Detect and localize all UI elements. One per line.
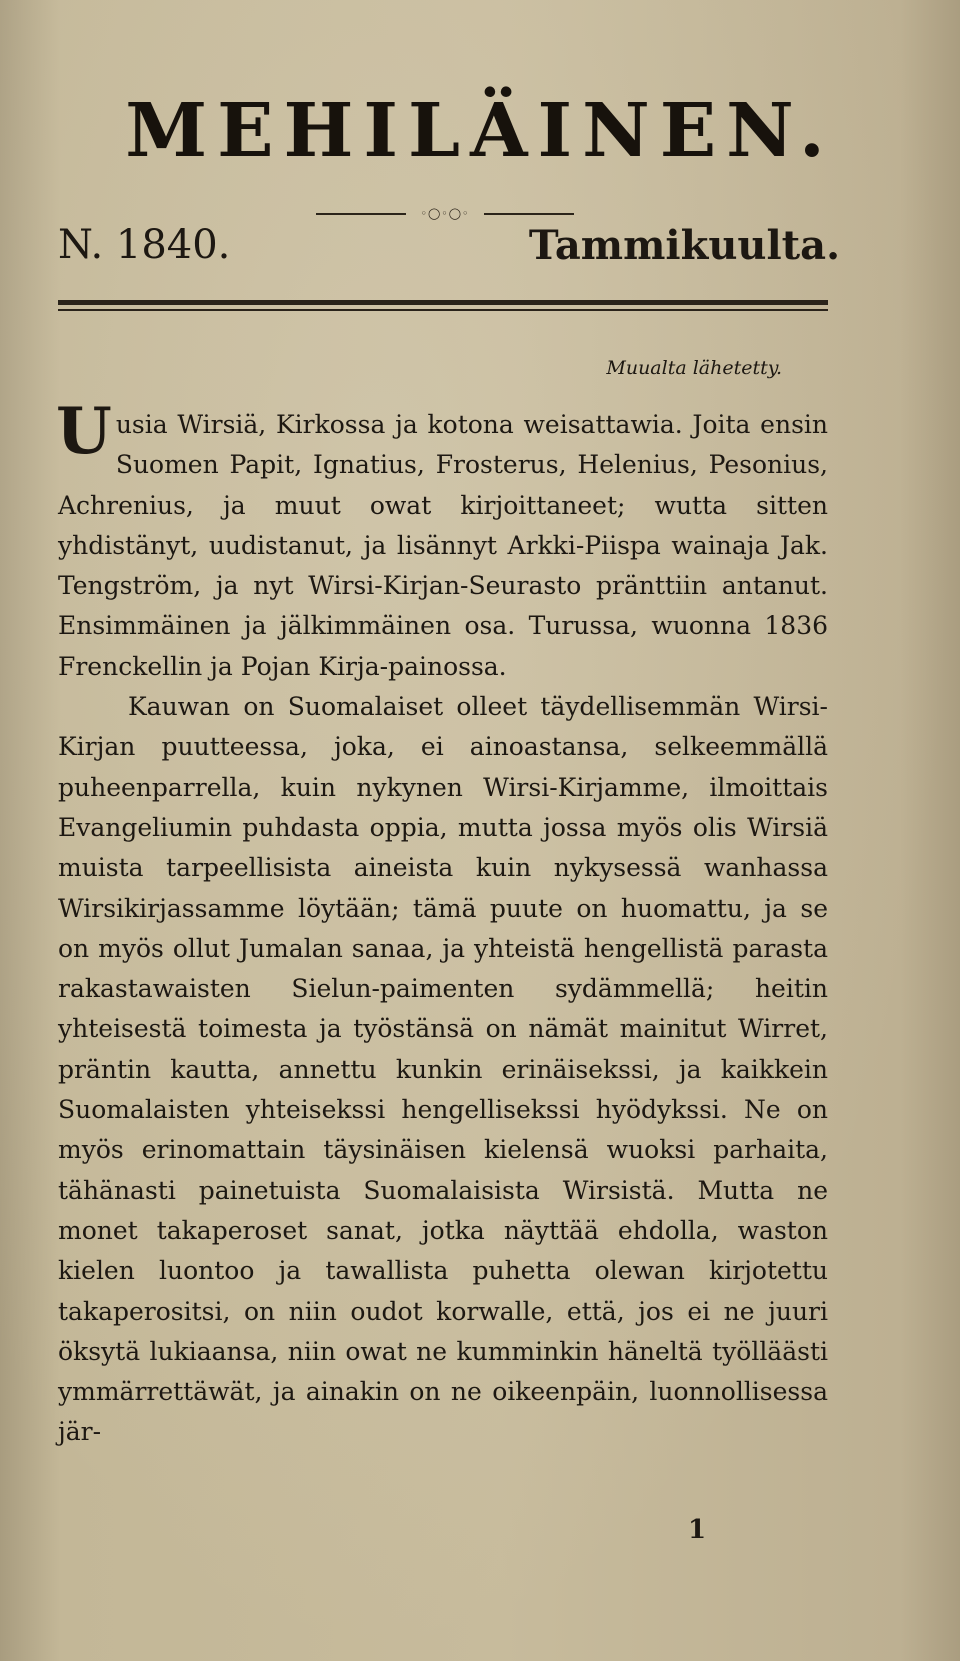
sender-note: Muualta lähetetty.	[606, 357, 782, 379]
paragraph-2: Kauwan on Suomalaiset olleet täydellisemmän Wirsi-Kirjan puutteessa, joka, ei ainoastansa, selkeemmällä puheenparrella, kuin nykynen Wirsi-Kirjamme, ilmoittais Evangeliumin puhdasta oppia, mutta jossa myös olis Wirsiä muista tarpeellisista aineista kuin nykysessä wanhassa Wirsikirjassamme löytään; tämä puute on huomattu, ja se on myös ollut Jumalan sanaa, ja yhteistä hengellistä parasta rakastawaisten Sielun-paimenten sydämmellä; heitin yhteisestä toimesta ja työstänsä on nämät mainitut Wirret, präntin kautta, annettu kunkin erinäisekssi, ja kaikkein Suomalaisten yhteisekssi hengellisekssi hyödykssi. Ne on myös erinomattain täysinäisen kielensä wuoksi parhaita, tähänasti painetuista Suomalaisista Wirsistä. Mutta ne monet takaperoset sanat, jotka näyttää ehdolla, waston kielen luontoo ja tawallista puhetta olewan kirjotettu takaperositsi, on niin oudot korwalle, että, jos ei ne juuri öksytä lukiaansa, niin owat ne kumminkin häneltä työlläästi ymmärrettäwät, ja ainakin on ne oikeenpäin, luonnollisessa jär-	[58, 692, 828, 1447]
ornament-line-right	[484, 213, 574, 215]
paragraph-1	[56, 394, 828, 687]
masthead-title: MEHILÄINEN.	[125, 88, 835, 174]
page-number: 1	[688, 1515, 707, 1545]
dateline	[58, 222, 840, 276]
ornament-knot-icon: ◦◯◦◯◦	[420, 207, 470, 220]
article-body	[56, 394, 828, 1453]
header-divider-thick	[58, 300, 828, 305]
issue-year: N. 1840.	[58, 222, 231, 268]
issue-month: Tammikuulta.	[528, 222, 840, 269]
title-ornament	[316, 207, 574, 220]
paragraph-1-text: usia Wirsiä, Kirkossa ja kotona weisattawia. Joita ensin Suomen Papit, Ignatius, Frosterus, Helenius, Pesonius, Achrenius, ja muut owat kirjoittaneet; wutta sitten yhdistänyt, uudistanut, ja lisännyt Arkki-Piispa wainaja Jak. Tengström, ja nyt Wirsi-Kirjan-Seurasto pränttiin antanut. Ensimmäinen ja jälkimmäinen osa. Turussa, wuonna 1836 Frenckellin ja Pojan Kirja-painossa.	[58, 410, 828, 681]
ornament-line-left	[316, 213, 406, 215]
header-divider-thin	[58, 309, 828, 311]
drop-initial: U	[56, 394, 112, 469]
